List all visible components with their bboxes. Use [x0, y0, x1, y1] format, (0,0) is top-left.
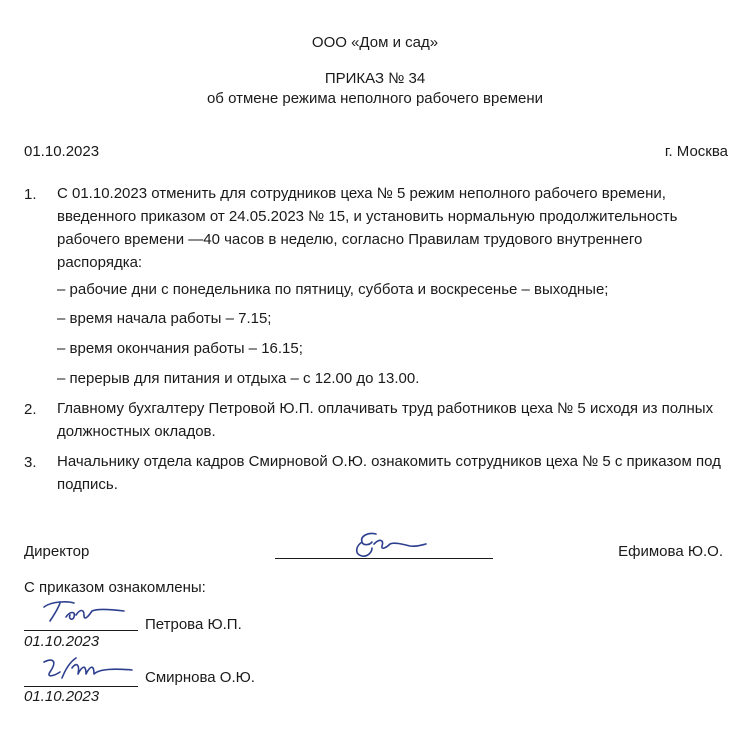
subitem-start-time: – время начала работы – 7.15;: [57, 310, 272, 327]
signer-signature: [38, 597, 128, 627]
signer-signature: [36, 652, 136, 686]
order-title: ПРИКАЗ № 34: [324, 70, 426, 87]
director-position: Директор: [24, 543, 90, 560]
order-city: г. Москва: [664, 143, 728, 160]
item-number: 2.: [24, 401, 37, 418]
item-number: 3.: [24, 454, 37, 471]
signer-signature-line: [24, 686, 138, 687]
order-date: 01.10.2023: [24, 143, 100, 160]
signer-name: Петрова Ю.П.: [145, 616, 242, 633]
subitem-workdays: – рабочие дни с понедельника по пятницу, суббота и воскресенье – выходные;: [57, 281, 609, 298]
subitem-end-time: – время окончания работы – 16.15;: [57, 340, 303, 357]
director-name: Ефимова Ю.О.: [618, 543, 723, 560]
signer-date: 01.10.2023: [24, 633, 100, 650]
signer-signature-line: [24, 630, 138, 631]
item-text: Начальнику отдела кадров Смирновой О.Ю. ознакомить сотрудников цеха № 5 с приказом под подпись.: [57, 453, 721, 493]
subitem-break: – перерыв для питания и отдыха – с 12.00 до 13.00.: [57, 370, 420, 387]
item-text: С 01.10.2023 отменить для сотрудников цеха № 5 режим неполного рабочего времени, введенного приказом от 24.05.2023 № 15, и установить нормальную продолжительность рабочего времени —40 часов в неделю, согласно Правилам трудового внутреннего распорядка:: [57, 185, 678, 271]
signer-name: Смирнова О.Ю.: [145, 669, 255, 686]
acknowledgement-label: С приказом ознакомлены:: [24, 579, 206, 596]
item-number: 1.: [24, 186, 37, 203]
organization-name: ООО «Дом и сад»: [311, 34, 439, 51]
director-signature: [350, 528, 430, 562]
signer-date: 01.10.2023: [24, 688, 100, 705]
item-text: Главному бухгалтеру Петровой Ю.П. оплачивать труд работников цеха № 5 исходя из полных должностных окладов.: [57, 400, 714, 440]
order-subtitle: об отмене режима неполного рабочего времени: [206, 90, 544, 107]
